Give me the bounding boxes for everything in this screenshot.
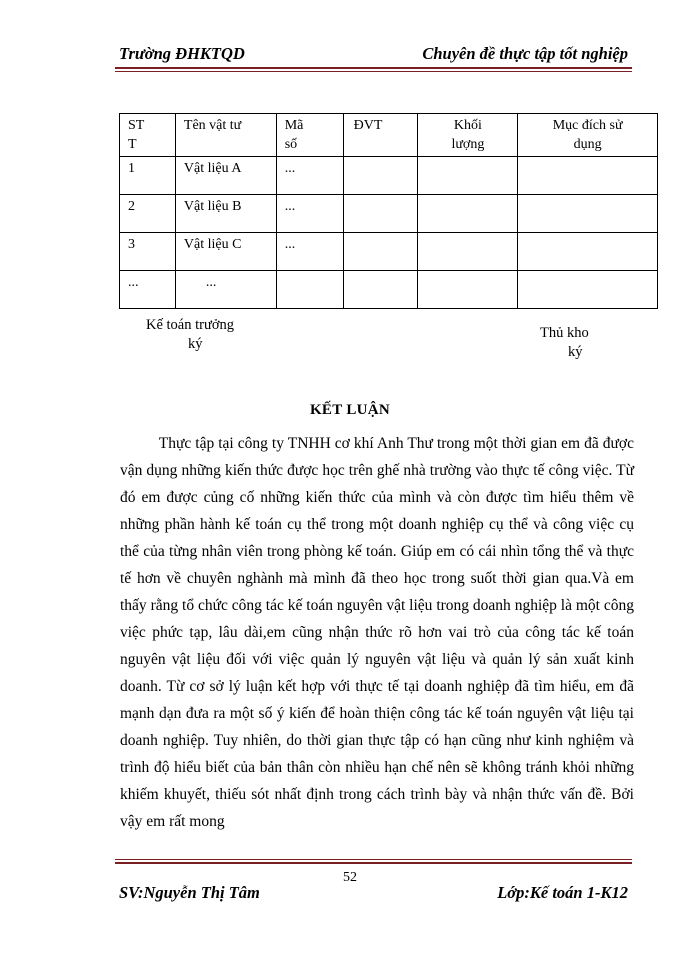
cell-unit — [343, 195, 418, 233]
cell-name: Vật liệu A — [175, 157, 276, 195]
section-title: KẾT LUẬN — [309, 402, 391, 418]
header-rule-thin — [115, 71, 632, 72]
cell-unit — [343, 233, 418, 271]
cell-code: ... — [276, 233, 343, 271]
footer-rule — [115, 862, 632, 864]
cell-quantity — [418, 271, 518, 309]
table-header-row — [120, 114, 658, 157]
col-header-unit: ĐVT — [343, 114, 418, 157]
table-row — [120, 157, 658, 195]
footer-student: SV:Nguyễn Thị Tâm — [119, 883, 260, 902]
cell-purpose — [518, 195, 658, 233]
signature-chief-accountant-title: Kế toán trưởng — [146, 317, 235, 333]
page-footer — [115, 883, 632, 905]
header-school: Trường ĐHKTQD — [119, 44, 245, 63]
signature-storekeeper-sign: ký — [568, 344, 583, 360]
conclusion-paragraph — [120, 430, 634, 835]
cell-purpose — [518, 233, 658, 271]
table-row — [120, 195, 658, 233]
col-header-purpose: Mục đích sử dụng — [518, 114, 658, 157]
signature-chief-accountant — [146, 316, 234, 354]
table-row — [120, 271, 658, 309]
cell-quantity — [418, 233, 518, 271]
signature-storekeeper — [540, 324, 589, 362]
cell-purpose — [518, 157, 658, 195]
cell-unit — [343, 271, 418, 309]
cell-stt: 1 — [120, 157, 176, 195]
cell-quantity — [418, 157, 518, 195]
page-header — [115, 44, 632, 66]
cell-name: ... — [175, 271, 276, 309]
col-header-quantity: Khối lượng — [418, 114, 518, 157]
page-number: 52 — [343, 870, 357, 885]
footer-rule-thin — [115, 859, 632, 860]
cell-unit — [343, 157, 418, 195]
cell-name: Vật liệu C — [175, 233, 276, 271]
conclusion-text: Thực tập tại công ty TNHH cơ khí Anh Thư trong một thời gian em đã được vận dụng những kiến thức được học trên ghế nhà trường vào thực tế công việc. Từ đó em được củng cố những kiến thức của mình và còn được tìm hiểu thêm về những phần hành kế toán cụ thể trong một doanh nghiệp cụ thể và công việc cụ thể của từng nhân viên trong phòng kế toán. Giúp em có cái nhìn tổng thể và thực tế hơn về chuyên nghành mà mình đã theo học trong suốt thời gian qua.Và em thấy rằng tổ chức công tác kế toán nguyên vật liệu trong doanh nghiệp là một công việc phức tạp, lâu dài,em cũng nhận thức rõ hơn vai trò của công tác kế toán nguyên vật liệu đối với việc quản lý nguyên vật liệu và quản lý sản xuất kinh doanh. Từ cơ sở lý luận kết hợp với thực tế tại doanh nghiệp đã tìm hiểu, em đã mạnh dạn đưa ra một số ý kiến để hoàn thiện công tác kế toán nguyên vật liệu tại doanh nghiệp. Tuy nhiên, do thời gian thực tập có hạn cũng như kinh nghiệm và trình độ hiểu biết của bản thân còn nhiều hạn chế nên sẽ không tránh khỏi những khiếm khuyết, thiếu sót nhất định trong cách trình bày và nhận thức vấn đề. Bởi vậy em rất mong — [120, 435, 634, 830]
header-rule — [115, 67, 632, 69]
col-header-code: Mã số — [276, 114, 343, 157]
header-report-type: Chuyên đề thực tập tốt nghiệp — [422, 44, 628, 63]
table-row — [120, 233, 658, 271]
cell-name: Vật liệu B — [175, 195, 276, 233]
signature-storekeeper-title: Thủ kho — [540, 325, 589, 341]
cell-code: ... — [276, 157, 343, 195]
cell-stt: ... — [120, 271, 176, 309]
materials-table — [119, 113, 658, 309]
signature-chief-accountant-sign: ký — [188, 336, 203, 352]
col-header-name: Tên vật tư — [175, 114, 276, 157]
cell-code — [276, 271, 343, 309]
col-header-stt: ST T — [120, 114, 176, 157]
cell-code: ... — [276, 195, 343, 233]
cell-stt: 3 — [120, 233, 176, 271]
cell-purpose — [518, 271, 658, 309]
cell-stt: 2 — [120, 195, 176, 233]
footer-class: Lớp:Kế toán 1-K12 — [497, 883, 628, 902]
cell-quantity — [418, 195, 518, 233]
